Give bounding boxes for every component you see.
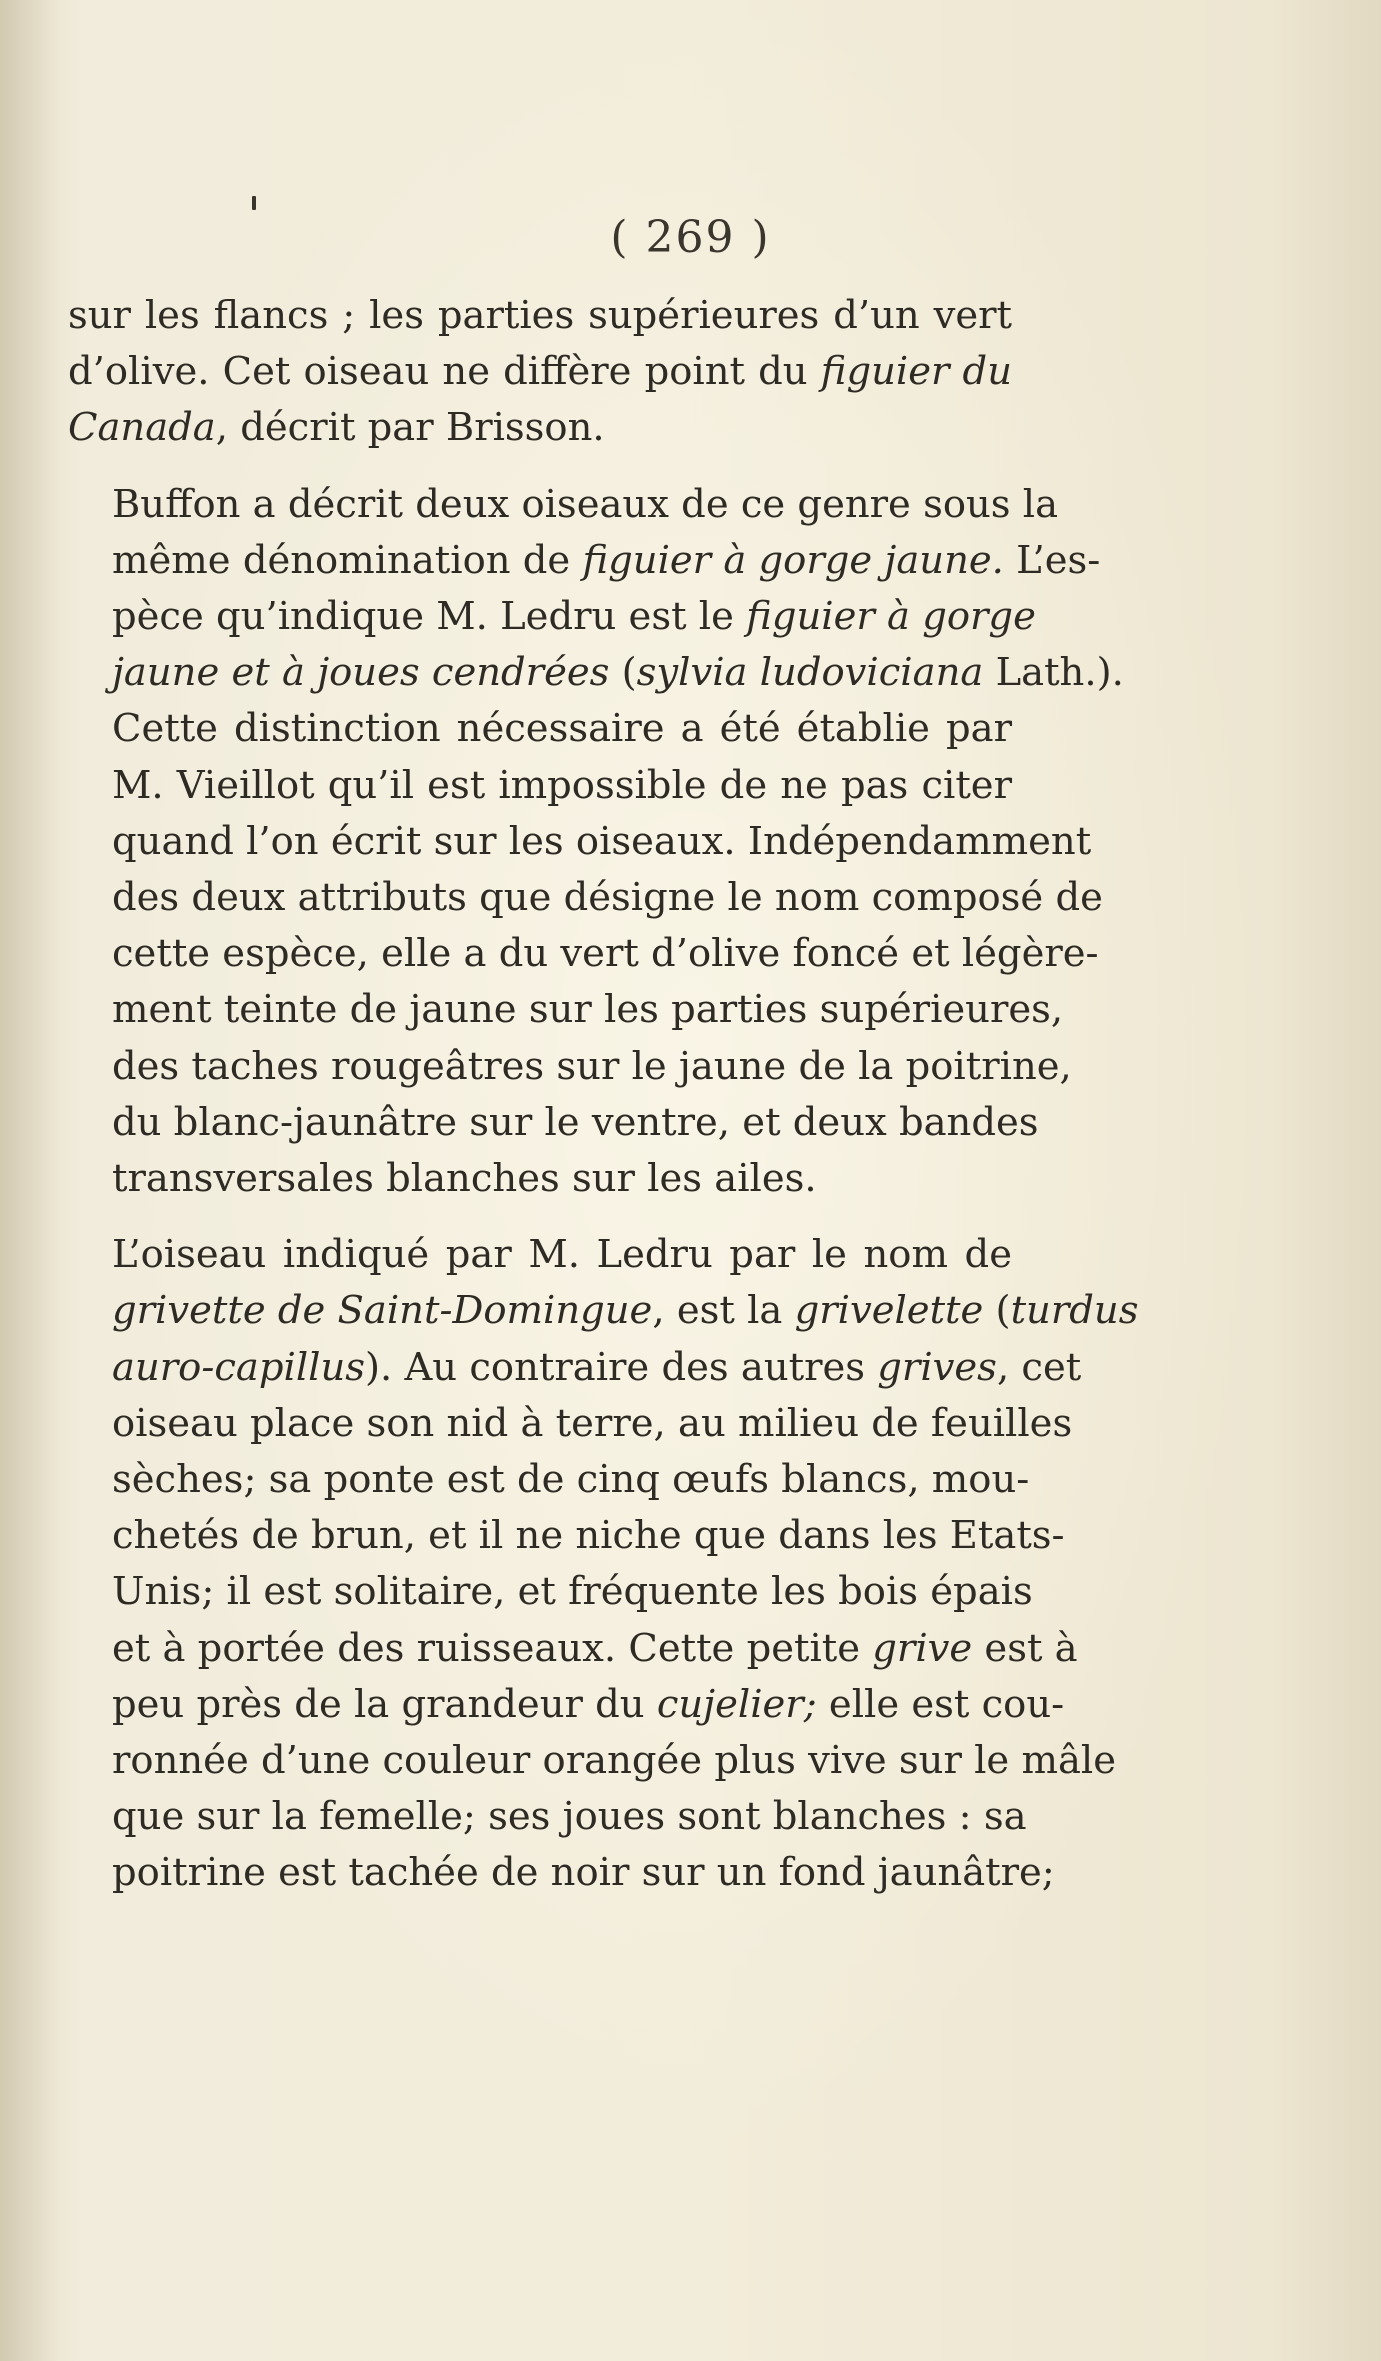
text-line	[68, 1151, 1012, 1207]
italic-text: cujelier;	[656, 1681, 817, 1727]
text-segment: des deux attributs que désigne le nom composé de	[112, 875, 1103, 921]
italic-text: grives	[877, 1344, 997, 1390]
paragraph	[68, 477, 1124, 1208]
text-line	[68, 589, 1036, 645]
text-segment: poitrine est tachée de noir sur un fond jaunâtre;	[112, 1850, 1055, 1896]
text-line	[68, 1283, 1139, 1339]
text-line	[68, 1039, 1072, 1095]
paragraph	[68, 288, 1012, 457]
text-line	[68, 1508, 1065, 1564]
text-segment: du blanc-jaunâtre sur le ventre, et deux bandes	[112, 1099, 1039, 1145]
text-segment: Unis; il est solitaire, et fréquente les bois épais	[112, 1569, 1033, 1615]
text-line	[68, 926, 1099, 982]
text-line	[68, 1789, 1027, 1845]
text-line	[68, 344, 1012, 400]
text-segment: elle est cou-	[816, 1681, 1065, 1727]
text-segment: et à portée des ruisseaux. Cette petite	[112, 1625, 873, 1671]
text-segment: , cet	[996, 1344, 1082, 1390]
text-line	[68, 1677, 1065, 1733]
text-segment: sur les flancs ; les parties supérieures d’un vert	[68, 293, 1012, 338]
text-segment: (	[609, 650, 637, 696]
paragraph	[68, 1227, 1139, 1901]
text-segment: oiseau place son nid à terre, au milieu de feuilles	[112, 1400, 1073, 1446]
text-line	[68, 1564, 1033, 1620]
text-segment: même dénomination de	[112, 537, 583, 583]
text-segment: Buffon a décrit deux oiseaux de ce genre sous la	[112, 481, 1059, 527]
text-segment: L’es-	[1003, 537, 1101, 583]
italic-text: grivette de Saint-Domingue	[112, 1288, 653, 1334]
text-segment: peu près de la grandeur du	[112, 1681, 657, 1727]
text-segment: cette espèce, elle a du vert d’olive foncé et légère-	[112, 931, 1099, 977]
text-segment: que sur la femelle; ses joues sont blanches : sa	[112, 1794, 1027, 1840]
italic-text: grive	[872, 1625, 973, 1671]
text-segment: , décrit par Brisson.	[215, 405, 605, 451]
text-line	[68, 1095, 1039, 1151]
text-segment: d’olive. Cet oiseau ne diffère point du	[68, 349, 821, 395]
italic-text: figuier du	[820, 349, 1012, 395]
text-line	[68, 870, 1103, 926]
text-segment: pèce qu’indique M. Ledru est le	[112, 594, 747, 640]
italic-text: figuier à gorge	[746, 594, 1036, 640]
text-segment: , est la	[652, 1288, 795, 1334]
text-segment: (	[983, 1288, 1011, 1334]
text-line	[68, 1340, 1082, 1396]
text-line	[68, 1621, 1078, 1677]
text-segment: est à	[972, 1625, 1078, 1671]
italic-text: sylvia ludoviciana	[636, 650, 984, 696]
text-segment: ). Au contraire des autres	[365, 1344, 878, 1390]
text-segment: ronnée d’une couleur orangée plus vive sur le mâle	[112, 1738, 1117, 1784]
page-number: ( 269 )	[610, 212, 771, 263]
text-line	[68, 1733, 1117, 1789]
italic-text: jaune et à joues cendrées	[112, 650, 610, 696]
text-segment: des taches rougeâtres sur le jaune de la poitrine,	[112, 1043, 1072, 1089]
italic-text: auro-capillus	[112, 1344, 365, 1390]
text-segment: M. Vieillot qu’il est impossible de ne pas citer	[112, 762, 1012, 808]
text-line	[68, 982, 1064, 1038]
italic-text: turdus	[1010, 1288, 1139, 1334]
text-segment: Cette distinction nécessaire a été établie par	[112, 706, 1012, 752]
text-line	[68, 814, 1092, 870]
text-line	[68, 477, 1059, 533]
text-line	[68, 400, 1012, 456]
italic-text: figuier à gorge jaune.	[582, 537, 1004, 583]
body-text	[68, 288, 1139, 1902]
text-segment: chetés de brun, et il ne niche que dans les Etats-	[112, 1513, 1065, 1559]
ink-mark	[252, 196, 256, 210]
italic-text: Canada	[68, 405, 216, 451]
italic-text: grivelette	[794, 1288, 984, 1334]
text-segment: quand l’on écrit sur les oiseaux. Indépendamment	[112, 818, 1092, 864]
text-segment: sèches; sa ponte est de cinq œufs blancs, mou-	[112, 1457, 1030, 1503]
text-line	[68, 1227, 1012, 1283]
text-line	[68, 288, 1012, 344]
page-gutter-shadow	[0, 0, 60, 2361]
text-segment: transversales blanches sur les ailes.	[112, 1156, 817, 1202]
text-segment: Lath.).	[983, 650, 1124, 696]
text-line	[68, 758, 1012, 814]
text-line	[68, 1845, 1055, 1901]
text-line	[68, 701, 1012, 757]
text-line	[68, 1396, 1073, 1452]
text-segment: ment teinte de jaune sur les parties supérieures,	[112, 987, 1064, 1033]
text-line	[68, 645, 1124, 701]
text-line	[68, 533, 1101, 589]
text-line	[68, 1452, 1030, 1508]
text-segment: L’oiseau indiqué par M. Ledru par le nom de	[112, 1232, 1012, 1278]
